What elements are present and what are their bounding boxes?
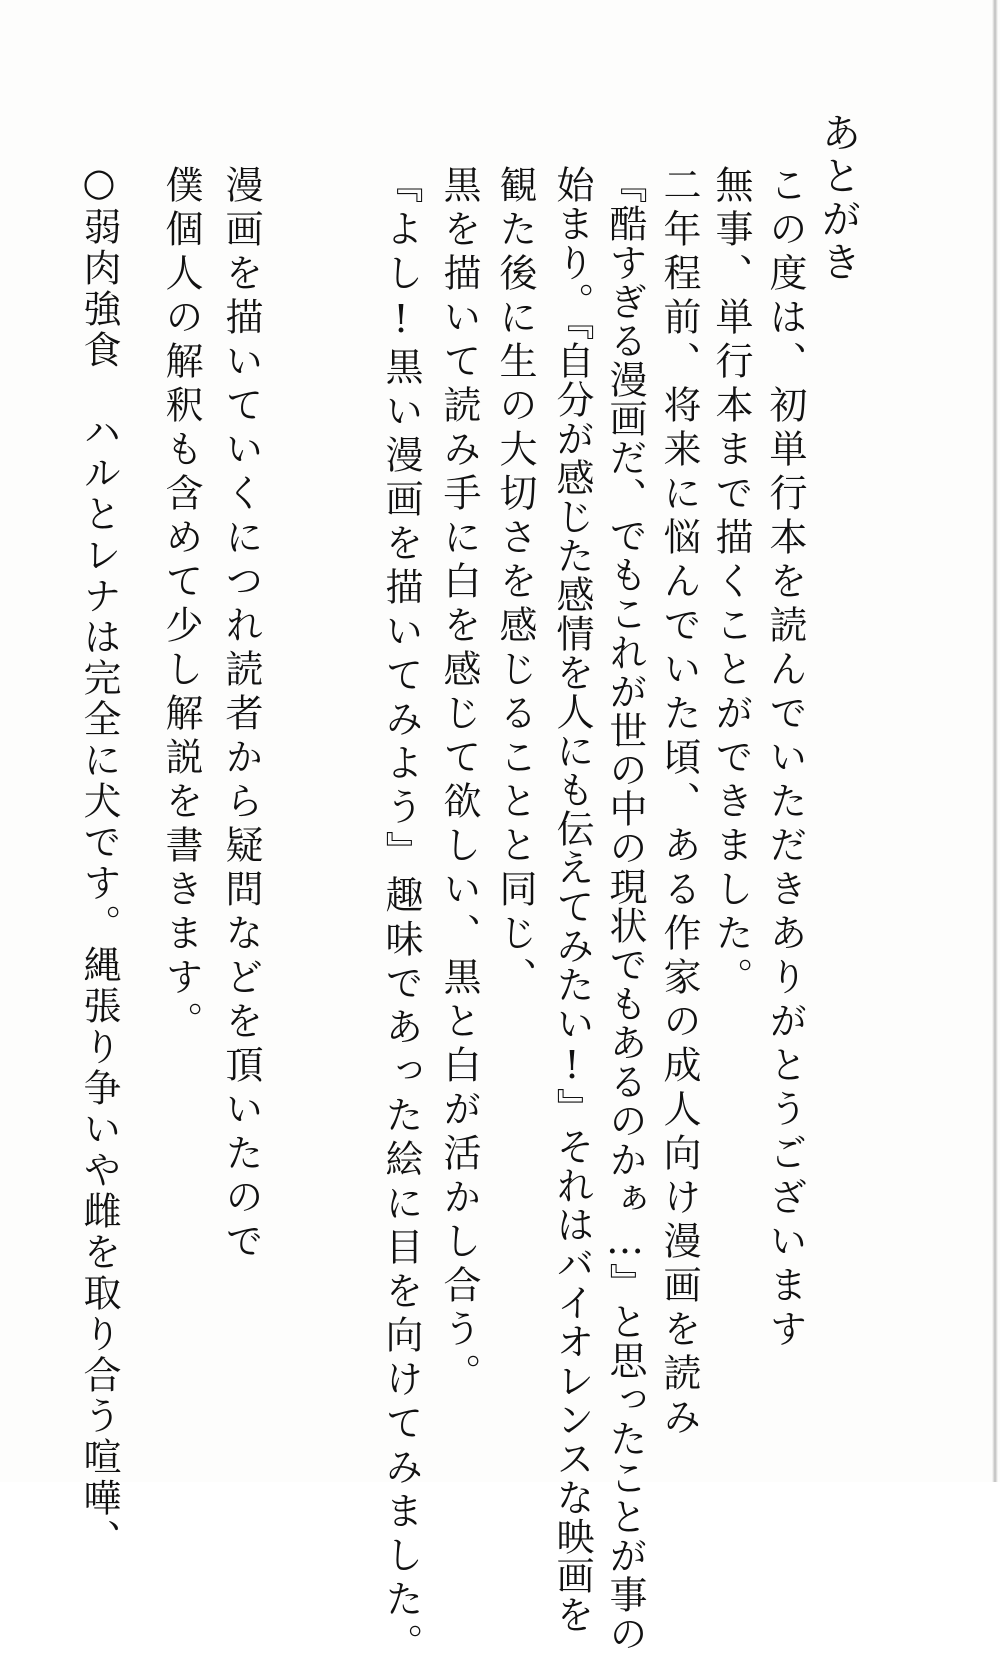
text-column-11: ○弱肉強食 ハルとレナは完全に犬です。縄張り争いや雌を取り合う喧嘩、 bbox=[77, 160, 121, 1560]
text-column-3: 二年程前、将来に悩んでいた頃、ある作家の成人向け漫画を読み bbox=[657, 165, 701, 1441]
text-column-9: 漫画を描いていくにつれ読者から疑問などを頂いたので bbox=[219, 165, 263, 1265]
text-column-10: 僕個人の解釈も含めて少し解説を書きます。 bbox=[159, 165, 203, 1045]
scan-edge-shadow bbox=[992, 0, 998, 1482]
text-column-6: 観た後に生の大切さを感じることと同じ、 bbox=[493, 165, 537, 1001]
text-column-5: 始まり。『自分が感じた感情を人にも伝えてみたい!』それはバイオレンスな映画を bbox=[550, 165, 594, 1634]
text-column-4: 『酷すぎる漫画だ、でもこれが世の中の現状でもあるのかぁ…』と思ったことが事の bbox=[603, 165, 647, 1653]
text-column-8: 『よし!黒い漫画を描いてみよう』趣味であった絵に目を向けてみました。 bbox=[379, 165, 423, 1667]
text-column-2: 無事、単行本まで描くことができました。 bbox=[709, 165, 753, 1001]
text-column-1: この度は、初単行本を読んでいただきありがとうございます bbox=[763, 165, 807, 1353]
text-column-7: 黒を描いて読み手に白を感じて欲しい、黒と白が活かし合う。 bbox=[437, 165, 481, 1397]
afterword-heading: あとがき bbox=[815, 112, 861, 284]
